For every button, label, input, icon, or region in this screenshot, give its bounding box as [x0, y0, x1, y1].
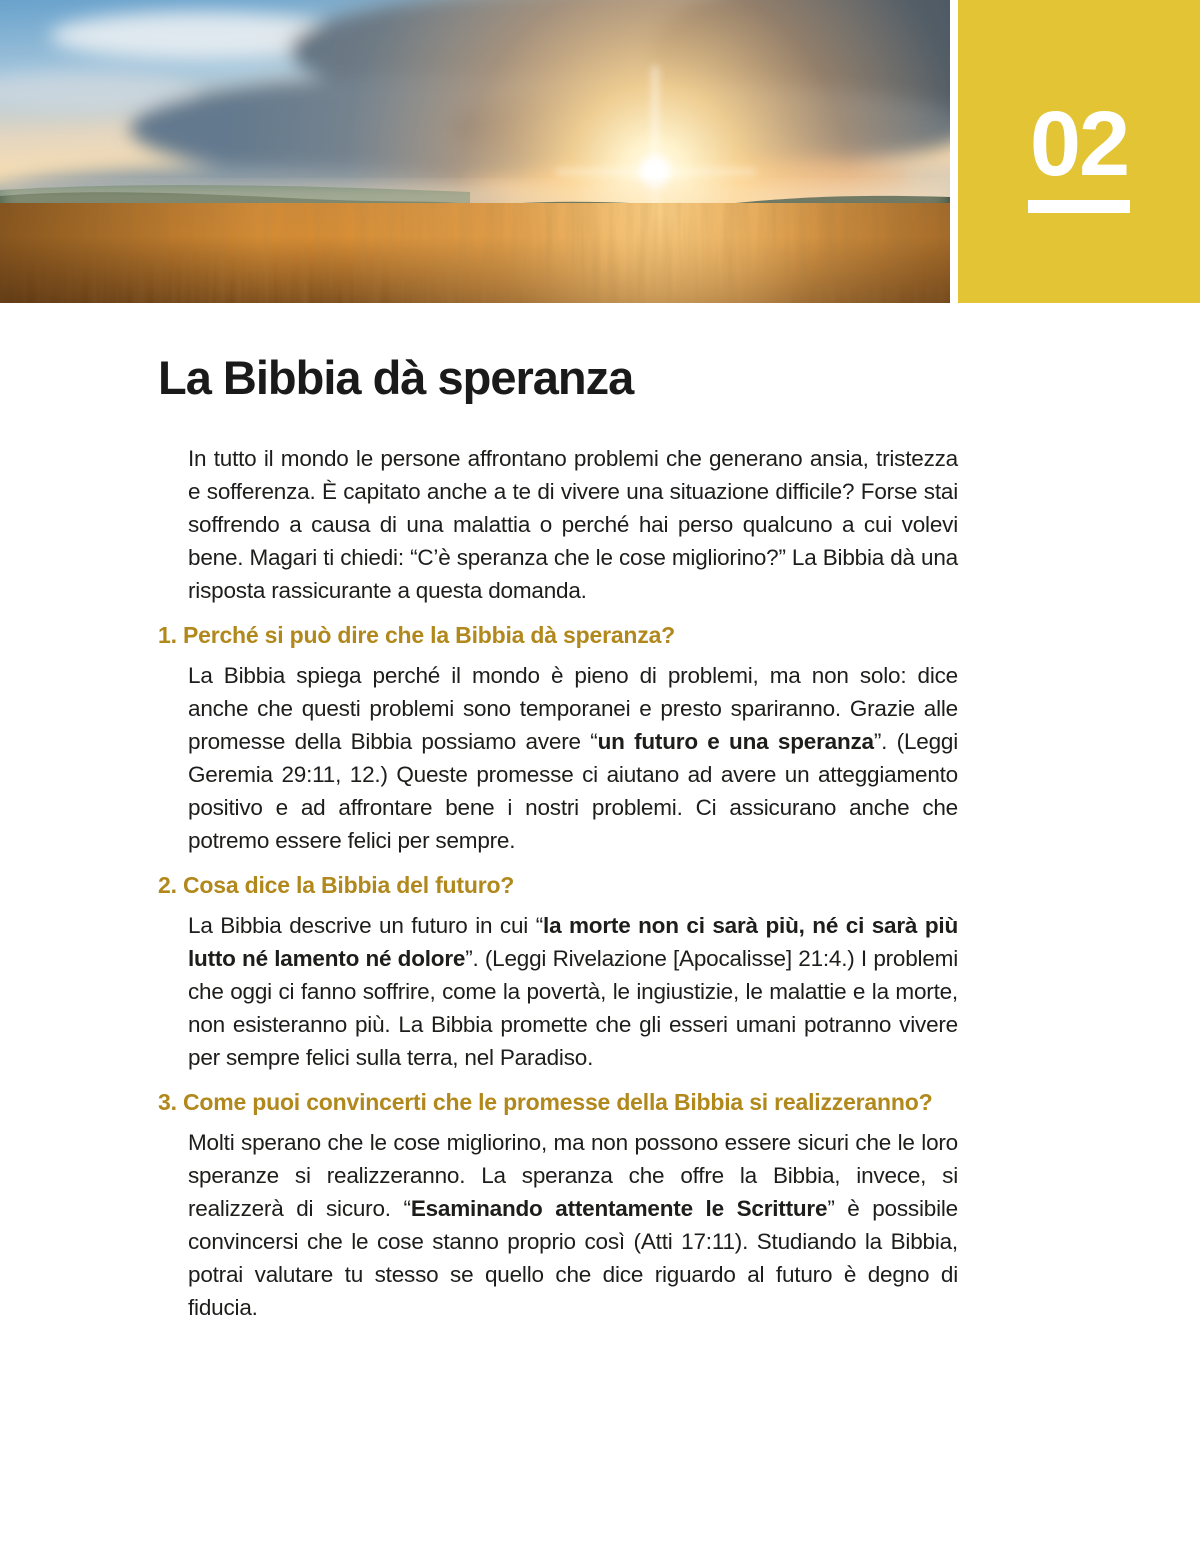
section-paragraph [188, 909, 958, 1074]
section-heading: 2. Cosa dice la Bibbia del futuro? [158, 872, 515, 898]
chapter-number-underline [1028, 200, 1130, 213]
page-title: La Bibbia dà speranza [158, 351, 634, 404]
bold-text-segment: un futuro e una speranza [597, 729, 874, 754]
wheat-field-sunset-illustration [0, 0, 950, 303]
text-segment: La Bibbia spiega perché il mondo è pieno di problemi, ma non solo: dice anche che questi problemi sono temporanei e presto spariranno. Grazie alle promesse della Bibbia possiamo avere “ [188, 663, 958, 754]
chapter-number: 02 [1029, 93, 1129, 195]
sections [158, 620, 958, 1324]
section-heading: 3. Come puoi convincerti che le promesse della Bibbia si realizzeranno? [158, 1089, 933, 1115]
text-segment: La Bibbia descrive un futuro in cui “ [188, 913, 544, 938]
text-segment: Molti sperano che le cose migliorino, ma non possono essere sicuri che le loro speranze si realizzeranno. La speranza che offre la Bibbia, invece, si realizzerà di sicuro. “ [188, 1130, 958, 1221]
article [158, 351, 958, 1324]
section-heading: 1. Perché si può dire che la Bibbia dà speranza? [158, 622, 676, 648]
intro-paragraph: In tutto il mondo le persone affrontano problemi che generano ansia, tristezza e sofferenza. È capitato anche a te di vivere una situazione difficile? Forse stai soffrendo a causa di una malattia o perché hai perso qualcuno a cui volevi bene. Magari ti chiedi: “C’è speranza che le cose migliorino?” La Bibbia dà una risposta rassicurante a questa domanda. [188, 446, 958, 603]
wheat-field-sunset-photo [0, 0, 950, 303]
text-segment: ”. (Leggi Rivelazione [Apocalisse] 21:4.) I problemi che oggi ci fanno soffrire, come la povertà, le ingiustizie, le malattie e la morte, non esisteranno più. La Bibbia promette che gli esseri umani potranno vivere per sempre felici sulla terra, nel Paradiso. [188, 946, 959, 1070]
text-segment: ” è possibile convincersi che le cose stanno proprio così (Atti 17:11). Studiando la Bibbia, potrai valutare tu stesso se quello che dice riguardo al futuro è degno di fiducia. [188, 1196, 958, 1320]
section-paragraph [188, 659, 958, 857]
section-paragraph [188, 1126, 958, 1324]
chapter-badge [958, 0, 1200, 303]
text-segment: ”. (Leggi Geremia 29:11, 12.) Queste promesse ci aiutano ad avere un atteggiamento positivo e ad affrontare bene i nostri problemi. Ci assicurano anche che potremo essere felici per sempre. [188, 729, 958, 853]
header [0, 0, 1200, 303]
bold-text-segment: la morte non ci sarà più, né ci sarà più lutto né lamento né dolore [188, 913, 958, 971]
bold-text-segment: Esaminando attentamente le Scritture [410, 1196, 828, 1221]
